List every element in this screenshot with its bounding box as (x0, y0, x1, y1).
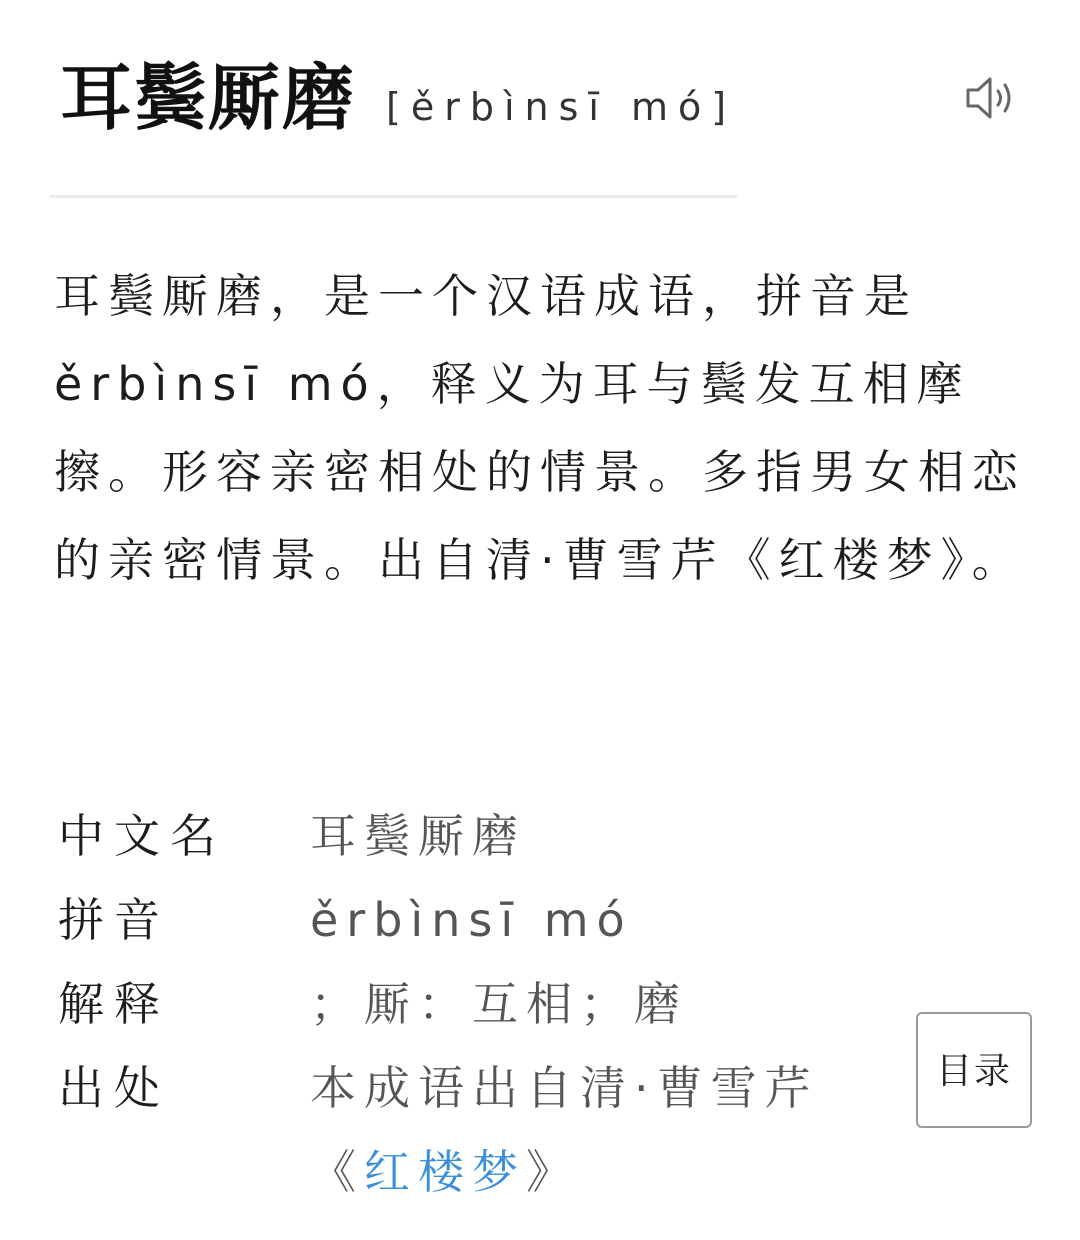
source-book-link[interactable]: 红楼梦 (364, 1145, 526, 1199)
toc-button[interactable]: 目录 (916, 1012, 1032, 1128)
info-label-source: 出处 (58, 1061, 170, 1115)
info-value-pinyin: ěrbìnsī mó (310, 893, 633, 947)
title-divider (50, 195, 738, 198)
info-label-name: 中文名 (58, 809, 226, 863)
info-value-source (310, 1046, 918, 1214)
source-text-suffix: 》 (526, 1145, 580, 1199)
source-text-prefix: 本成语出自清·曹雪芹《 (310, 1061, 819, 1199)
title-row (60, 52, 1020, 148)
summary-paragraph: 耳鬓厮磨，是一个汉语成语，拼音是ěrbìnsī mó，释义为耳与鬓发互相摩擦。形容亲密相处的情景。多指男女相恋的亲密情景。出自清·曹雪芹《红楼梦》。 (54, 269, 1026, 587)
info-row-name (58, 794, 918, 878)
info-box (58, 794, 918, 1214)
info-label-pinyin: 拼音 (58, 893, 170, 947)
speaker-icon[interactable] (960, 72, 1020, 124)
idiom-title: 耳鬓厮磨 (60, 56, 357, 140)
info-value-meaning: ；厮：互相；磨 (310, 977, 688, 1031)
info-label-meaning: 解释 (58, 977, 170, 1031)
info-value-name: 耳鬓厮磨 (310, 809, 526, 863)
info-row-pinyin (58, 878, 918, 962)
idiom-pinyin: [ěrbìnsī mó] (386, 85, 737, 129)
info-row-meaning (58, 962, 918, 1046)
info-row-source (58, 1046, 918, 1214)
